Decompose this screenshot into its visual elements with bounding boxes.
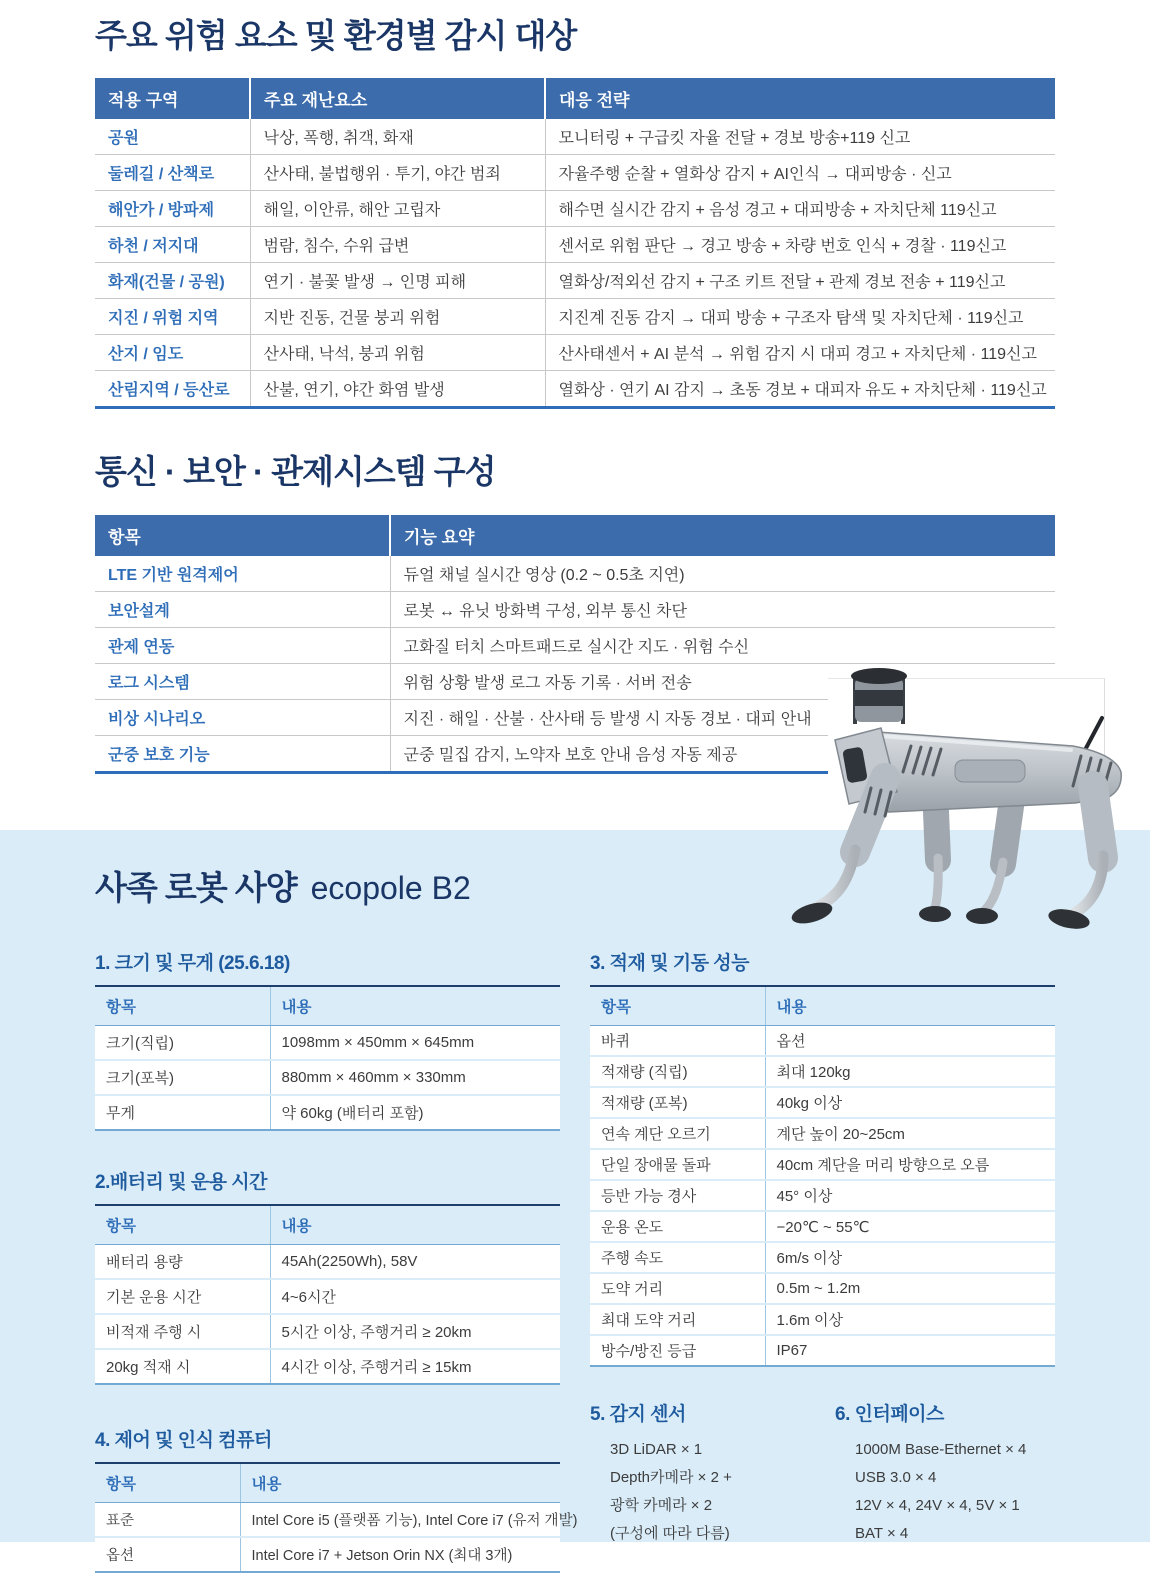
table-cell: 5시간 이상, 주행거리 ≥ 20km: [270, 1314, 560, 1349]
computer-table: [95, 1462, 578, 1573]
table-header-row: [590, 986, 1055, 1026]
table-cell: 지진계 진동 감지 → 대피 방송 + 구조자 탐색 및 자치단체 · 119신고: [545, 299, 1055, 335]
table-cell: 하천 / 저지대: [95, 227, 250, 263]
table-cell: 지진 / 위험 지역: [95, 299, 250, 335]
table-cell: 듀얼 채널 실시간 영상 (0.2 ~ 0.5초 지연): [390, 556, 1055, 592]
table-cell: 무게: [95, 1095, 270, 1130]
table-row: [590, 1304, 1055, 1335]
table-row: [590, 1026, 1055, 1057]
table-cell: 모니터링 + 구급킷 자율 전달 + 경보 방송+119 신고: [545, 119, 1055, 155]
table-cell: 둘레길 / 산책로: [95, 155, 250, 191]
column-header: 항목: [95, 1463, 240, 1503]
table-row: [95, 371, 1055, 408]
spec-line: 광학 카메라 × 2: [610, 1497, 713, 1514]
table-row: [95, 1026, 560, 1061]
table-header-row: [95, 1205, 560, 1245]
table-row: [95, 556, 1055, 592]
table-cell: 4~6시간: [270, 1279, 560, 1314]
table-cell: 배터리 용량: [95, 1245, 270, 1280]
table-header-row: [95, 1463, 560, 1503]
table-row: [95, 191, 1055, 227]
payload-mobility-table: [590, 985, 1055, 1367]
spec-line: USB 3.0 × 4: [855, 1469, 937, 1486]
table-row: [590, 1242, 1055, 1273]
table-row: [95, 1279, 560, 1314]
table-row: [95, 119, 1055, 155]
table-cell: 적재량 (직립): [590, 1056, 765, 1087]
table-cell: 해안가 / 방파제: [95, 191, 250, 227]
table-row: [95, 1349, 560, 1384]
table-cell: 20kg 적재 시: [95, 1349, 270, 1384]
table-row: [95, 155, 1055, 191]
table-cell: 해수면 실시간 감지 + 음성 경고 + 대피방송 + 자치단체 119신고: [545, 191, 1055, 227]
column-header: 주요 재난요소: [250, 78, 545, 119]
table-cell: 지진 · 해일 · 산불 · 산사태 등 발생 시 자동 경보 · 대피 안내: [390, 700, 1055, 736]
table-cell: 보안설계: [95, 592, 390, 628]
table-row: [590, 1118, 1055, 1149]
table-cell: 방수/방진 등급: [590, 1335, 765, 1366]
quadruped-robot-image: [785, 660, 1150, 958]
table-row: [95, 628, 1055, 664]
table-cell: 45° 이상: [765, 1180, 1055, 1211]
table-cell: 운용 온도: [590, 1211, 765, 1242]
table-cell: 주행 속도: [590, 1242, 765, 1273]
column-header: 항목: [95, 515, 390, 556]
table-row: [95, 1060, 560, 1095]
column-header: 기능 요약: [390, 515, 1055, 556]
table-row: [590, 1149, 1055, 1180]
column-header: 항목: [590, 986, 765, 1026]
table-cell: Intel Core i5 (플랫폼 기능), Intel Core i7 (유저 개발): [240, 1503, 560, 1538]
table-cell: 산사태센서 + AI 분석 → 위험 감지 시 대피 경고 + 자치단체 · 119신고: [545, 335, 1055, 371]
table-cell: 산림지역 / 등산로: [95, 371, 250, 408]
table-cell: 자율주행 순찰 + 열화상 감지 + AI인식 → 대피방송 · 신고: [545, 155, 1055, 191]
spec-line: 1000M Base-Ethernet × 4: [855, 1441, 1027, 1458]
table-cell: 약 60kg (배터리 포함): [270, 1095, 560, 1130]
table-cell: 옵션: [95, 1537, 240, 1572]
robot-spec-title-korean: 사족 로봇 사양: [95, 869, 297, 906]
table-row: [590, 1056, 1055, 1087]
table-cell: 최대 120kg: [765, 1056, 1055, 1087]
column-header: 대응 전략: [545, 78, 1055, 119]
table-header-row: [95, 986, 560, 1026]
table-row: [95, 299, 1055, 335]
table-row: [590, 1180, 1055, 1211]
table-cell: 산사태, 낙석, 붕괴 위험: [250, 335, 545, 371]
table-cell: 열화상 · 연기 AI 감지 → 초동 경보 + 대피자 유도 + 자치단체 · 119신고: [545, 371, 1055, 408]
table-cell: 로봇 ↔ 유닛 방화벽 구성, 외부 통신 차단: [390, 592, 1055, 628]
table-cell: 크기(포복): [95, 1060, 270, 1095]
column-header: 항목: [95, 986, 270, 1026]
column-header: 내용: [765, 986, 1055, 1026]
table-cell: 도약 거리: [590, 1273, 765, 1304]
table-row: [590, 1087, 1055, 1118]
spec-line: 12V × 4, 24V × 4, 5V × 1: [855, 1497, 1020, 1514]
table-cell: 산사태, 불법행위 · 투기, 야간 범죄: [250, 155, 545, 191]
table-cell: 관제 연동: [95, 628, 390, 664]
table-cell: 센서로 위험 판단 → 경고 방송 + 차량 번호 인식 + 경찰 · 119신고: [545, 227, 1055, 263]
table-cell: LTE 기반 원격제어: [95, 556, 390, 592]
spec-column-left: [95, 948, 578, 1579]
column-header: 내용: [270, 1205, 560, 1245]
size-weight-table: [95, 985, 560, 1131]
table-row: [95, 592, 1055, 628]
table-cell: 고화질 터치 스마트패드로 실시간 지도 · 위험 수신: [390, 628, 1055, 664]
table-cell: 크기(직립): [95, 1026, 270, 1061]
table-cell: 연속 계단 오르기: [590, 1118, 765, 1149]
table-cell: 최대 도약 거리: [590, 1304, 765, 1335]
spec-line: BAT × 4: [855, 1525, 909, 1542]
section-title-risk-factors: 주요 위험 요소 및 환경별 감시 대상: [95, 17, 577, 54]
sensor-interface-row: [590, 1399, 1055, 1548]
table-header-row: [95, 515, 1055, 556]
subsection-title-sensors: 5. 감지 센서: [590, 1404, 686, 1425]
table-cell: 단일 장애물 돌파: [590, 1149, 765, 1180]
table-cell: 로그 시스템: [95, 664, 390, 700]
table-cell: 열화상/적외선 감지 + 구조 키트 전달 + 관제 경보 전송 + 119신고: [545, 263, 1055, 299]
column-header: 내용: [270, 986, 560, 1026]
table-cell: 계단 높이 20~25cm: [765, 1118, 1055, 1149]
table-cell: 0.5m ~ 1.2m: [765, 1273, 1055, 1304]
column-header: 적용 구역: [95, 78, 250, 119]
spec-line: (구성에 따라 다름): [610, 1525, 730, 1542]
table-cell: 지반 진동, 건물 붕괴 위험: [250, 299, 545, 335]
table-cell: 45Ah(2250Wh), 58V: [270, 1245, 560, 1280]
interface-block: [835, 1399, 1055, 1548]
sensor-block: [590, 1399, 835, 1548]
table-cell: Intel Core i7 + Jetson Orin NX (최대 3개): [240, 1537, 560, 1572]
section-title-robot-spec: [95, 862, 471, 909]
spec-line: 3D LiDAR × 1: [610, 1441, 703, 1458]
risk-factor-table: [95, 78, 1055, 409]
table-row: [95, 1537, 560, 1572]
robot-model-name: ecopole B2: [310, 870, 471, 906]
table-row: [95, 263, 1055, 299]
table-cell: 범람, 침수, 수위 급변: [250, 227, 545, 263]
table-cell: 산지 / 임도: [95, 335, 250, 371]
table-cell: 해일, 이안류, 해안 고립자: [250, 191, 545, 227]
table-cell: 1098mm × 450mm × 645mm: [270, 1026, 560, 1061]
column-header: 내용: [240, 1463, 560, 1503]
subsection-title-interfaces: 6. 인터페이스: [835, 1404, 944, 1425]
section-title-comm-security: 통신 · 보안 · 관제시스템 구성: [95, 453, 496, 490]
interface-list: [835, 1436, 1055, 1548]
spec-line: Depth카메라 × 2 +: [610, 1469, 732, 1486]
subsection-title-payload-mobility: 3. 적재 및 기동 성능: [590, 953, 749, 974]
table-cell: 위험 상황 발생 로그 자동 기록 · 서버 전송: [390, 664, 1055, 700]
battery-table: [95, 1204, 560, 1385]
subsection-title-computer: 4. 제어 및 인식 컴퓨터: [95, 1430, 272, 1451]
table-cell: 군중 밀집 감지, 노약자 보호 안내 음성 자동 제공: [390, 736, 1055, 773]
sensor-list: [590, 1436, 835, 1548]
table-cell: 등반 가능 경사: [590, 1180, 765, 1211]
table-cell: 1.6m 이상: [765, 1304, 1055, 1335]
table-row: [95, 335, 1055, 371]
table-cell: 연기 · 불꽃 발생 → 인명 피해: [250, 263, 545, 299]
table-cell: 산불, 연기, 야간 화염 발생: [250, 371, 545, 408]
subsection-title-battery: 2.배터리 및 운용 시간: [95, 1172, 268, 1193]
column-header: 항목: [95, 1205, 270, 1245]
table-cell: 4시간 이상, 주행거리 ≥ 15km: [270, 1349, 560, 1384]
spec-column-right: [590, 948, 1055, 1548]
table-row: [95, 1503, 560, 1538]
table-cell: 적재량 (포복): [590, 1087, 765, 1118]
table-cell: 비상 시나리오: [95, 700, 390, 736]
table-row: [590, 1335, 1055, 1366]
table-cell: 공원: [95, 119, 250, 155]
table-cell: 880mm × 460mm × 330mm: [270, 1060, 560, 1095]
table-cell: 낙상, 폭행, 취객, 화재: [250, 119, 545, 155]
table-row: [95, 1095, 560, 1130]
table-cell: −20℃ ~ 55℃: [765, 1211, 1055, 1242]
table-cell: 옵션: [765, 1026, 1055, 1057]
subsection-title-size-weight: 1. 크기 및 무게 (25.6.18): [95, 953, 290, 974]
table-row: [590, 1211, 1055, 1242]
table-cell: 화재(건물 / 공원): [95, 263, 250, 299]
table-row: [590, 1273, 1055, 1304]
table-cell: IP67: [765, 1335, 1055, 1366]
table-cell: 표준: [95, 1503, 240, 1538]
table-cell: 6m/s 이상: [765, 1242, 1055, 1273]
table-row: [95, 1245, 560, 1280]
table-cell: 군중 보호 기능: [95, 736, 390, 773]
table-cell: 40cm 계단을 머리 방향으로 오름: [765, 1149, 1055, 1180]
table-row: [95, 1314, 560, 1349]
table-cell: 바퀴: [590, 1026, 765, 1057]
table-row: [95, 227, 1055, 263]
table-header-row: [95, 78, 1055, 119]
table-cell: 40kg 이상: [765, 1087, 1055, 1118]
table-cell: 비적재 주행 시: [95, 1314, 270, 1349]
table-cell: 기본 운용 시간: [95, 1279, 270, 1314]
